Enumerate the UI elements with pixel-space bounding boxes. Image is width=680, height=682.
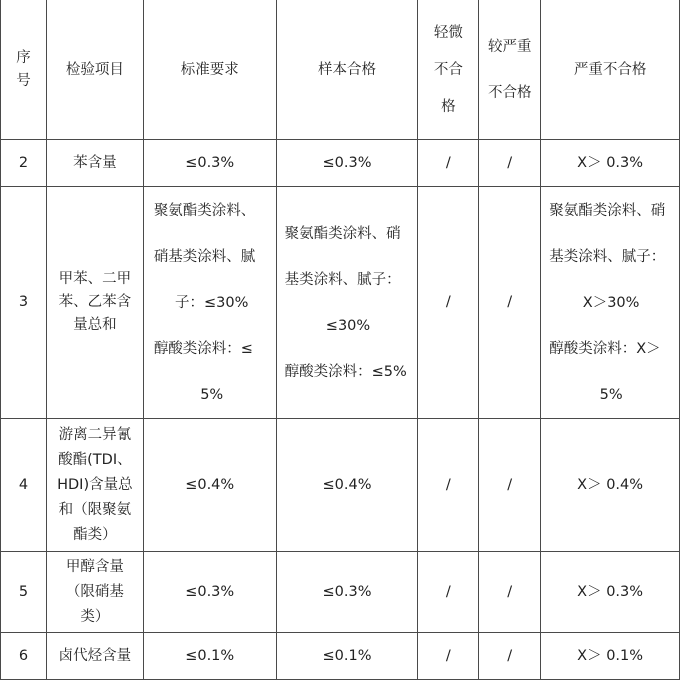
table-row <box>1 419 680 552</box>
cell-line: 甲醇含量 <box>65 558 124 575</box>
cell-item <box>46 187 143 419</box>
header-seq-line: 序 <box>16 50 31 66</box>
header-minor-line: 格 <box>441 98 456 115</box>
cell-item: 苯含量 <box>46 140 143 187</box>
cell-seq: 2 <box>1 140 47 187</box>
header-minor-line: 不合 <box>433 61 463 78</box>
cell-moderate: / <box>479 419 541 552</box>
cell-line: HDI)含量总 <box>57 476 133 493</box>
cell-line: 5% <box>599 386 623 403</box>
header-seq-line: 号 <box>16 73 31 89</box>
header-row <box>1 1 680 140</box>
cell-severe: X＞ 0.3% <box>541 140 680 187</box>
cell-line: 类） <box>80 608 110 625</box>
cell-line: 醇酸类涂料：X＞ <box>549 340 661 357</box>
cell-moderate: / <box>479 140 541 187</box>
cell-item <box>46 419 143 552</box>
cell-severe: X＞ 0.3% <box>541 552 680 633</box>
cell-line: 5% <box>200 386 224 403</box>
cell-qualified: ≤0.4% <box>276 419 418 552</box>
header-seq <box>1 1 47 140</box>
cell-severe: X＞ 0.1% <box>541 633 680 680</box>
cell-moderate: / <box>479 552 541 633</box>
header-moderate-line: 不合格 <box>488 85 532 101</box>
cell-item <box>46 552 143 633</box>
cell-qualified: ≤0.1% <box>276 633 418 680</box>
cell-line: 基类涂料、腻子： <box>284 271 401 288</box>
cell-line: 硝基类涂料、腻 <box>153 248 256 265</box>
cell-minor: / <box>418 140 479 187</box>
cell-line: 量总和 <box>73 317 117 333</box>
cell-line: 苯、乙苯含 <box>58 294 132 310</box>
header-item: 检验项目 <box>46 1 143 140</box>
cell-line: （限硝基 <box>65 583 124 600</box>
cell-standard: ≤0.3% <box>143 140 276 187</box>
cell-line: 基类涂料、腻子： <box>549 248 666 265</box>
table-row <box>1 140 680 187</box>
header-moderate-line: 较严重 <box>488 39 532 55</box>
cell-line: 聚氨酯类涂料、硝 <box>549 202 666 219</box>
header-minor-line: 轻微 <box>433 24 463 41</box>
cell-standard: ≤0.4% <box>143 419 276 552</box>
cell-seq: 3 <box>1 187 47 419</box>
cell-moderate: / <box>479 187 541 419</box>
header-qualified: 样本合格 <box>276 1 418 140</box>
cell-minor: / <box>418 419 479 552</box>
header-standard: 标准要求 <box>143 1 276 140</box>
cell-moderate: / <box>479 633 541 680</box>
cell-seq: 6 <box>1 633 47 680</box>
cell-standard: ≤0.1% <box>143 633 276 680</box>
table-row <box>1 187 680 419</box>
cell-line: X＞30% <box>582 294 640 311</box>
header-severe: 严重不合格 <box>541 1 680 140</box>
cell-item: 卤代烃含量 <box>46 633 143 680</box>
cell-qualified: ≤0.3% <box>276 552 418 633</box>
cell-line: 酯类） <box>73 526 117 543</box>
header-moderate <box>479 1 541 140</box>
cell-severe <box>541 187 680 419</box>
cell-line: 聚氨酯类涂料、 <box>153 202 256 219</box>
cell-line: 醇酸类涂料：≤5% <box>284 363 407 380</box>
cell-line: ≤30% <box>325 317 371 334</box>
cell-severe: X＞ 0.4% <box>541 419 680 552</box>
cell-line: 甲苯、二甲 <box>58 271 132 287</box>
table-row <box>1 552 680 633</box>
cell-line: 酸酯(TDI、 <box>58 451 132 468</box>
cell-seq: 5 <box>1 552 47 633</box>
cell-minor: / <box>418 187 479 419</box>
table-row <box>1 633 680 680</box>
cell-qualified: ≤0.3% <box>276 140 418 187</box>
cell-minor: / <box>418 552 479 633</box>
cell-standard <box>143 187 276 419</box>
cell-line: 游离二异氰 <box>58 426 132 443</box>
header-minor <box>418 1 479 140</box>
cell-line: 子：≤30% <box>175 294 249 311</box>
cell-minor: / <box>418 633 479 680</box>
cell-seq: 4 <box>1 419 47 552</box>
cell-line: 醇酸类涂料：≤ <box>153 340 253 357</box>
cell-line: 聚氨酯类涂料、硝 <box>284 225 401 242</box>
cell-standard: ≤0.3% <box>143 552 276 633</box>
cell-line: 和（限聚氨 <box>58 501 132 518</box>
cell-qualified <box>276 187 418 419</box>
